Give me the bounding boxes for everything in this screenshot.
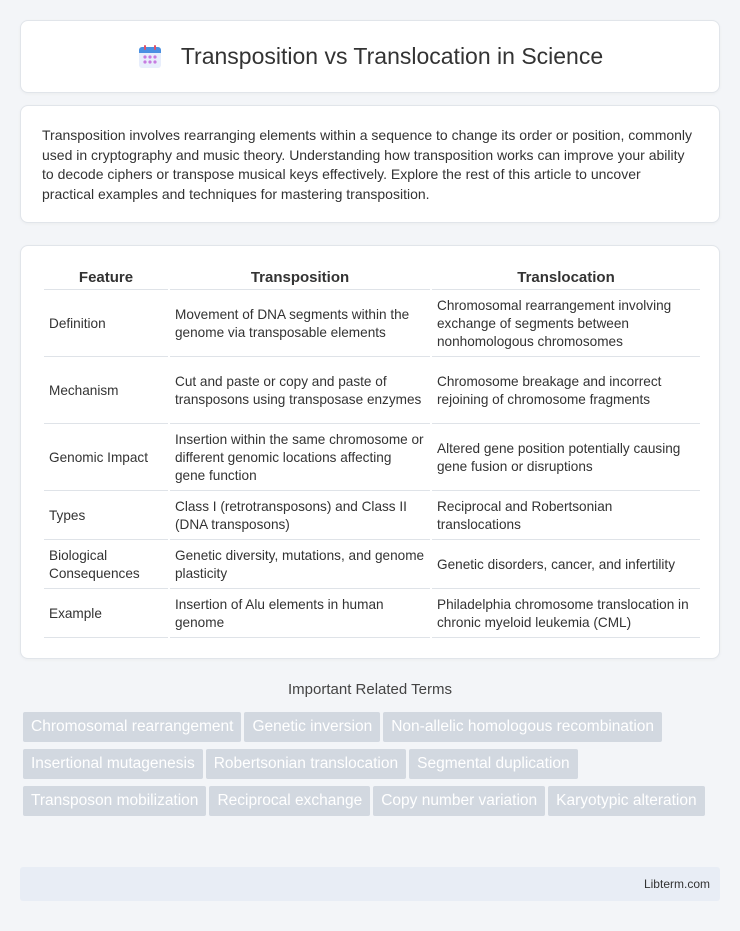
row-transposition: Movement of DNA segments within the genome via transposable elements: [170, 292, 430, 357]
table-row: [44, 591, 700, 638]
row-feature: Definition: [44, 292, 168, 357]
table-row: [44, 542, 700, 589]
row-feature: Example: [44, 591, 168, 638]
header-translocation: Translocation: [432, 268, 700, 290]
intro-card: [20, 105, 720, 223]
table-card: [20, 245, 720, 659]
row-translocation: Chromosome breakage and incorrect rejoining of chromosome fragments: [432, 359, 700, 424]
intro-text: Transposition involves rearranging elements within a sequence to change its order or position, commonly used in cryptography and music theory. Understanding how transposition works can improve your ability to decode ciphers or transpose musical keys effectively. Explore the rest of this article to uncover practical examples and techniques for mastering transposition.: [42, 127, 693, 202]
calendar-grid-icon: [137, 44, 163, 70]
header-card: [20, 20, 720, 93]
term-tag[interactable]: Karyotypic alteration: [548, 786, 704, 816]
term-tag[interactable]: Genetic inversion: [244, 712, 380, 742]
term-tag[interactable]: Robertsonian translocation: [206, 749, 406, 779]
comparison-table: [42, 266, 702, 640]
term-tag[interactable]: Transposon mobilization: [23, 786, 206, 816]
table-row: [44, 493, 700, 540]
header-feature: Feature: [44, 268, 168, 290]
table-row: [44, 359, 700, 424]
footer: [20, 867, 720, 901]
term-tag[interactable]: Reciprocal exchange: [209, 786, 370, 816]
row-translocation: Genetic disorders, cancer, and infertility: [432, 542, 700, 589]
term-tag[interactable]: Non-allelic homologous recombination: [383, 712, 662, 742]
footer-site-link[interactable]: Libterm.com: [643, 877, 710, 891]
row-feature: Genomic Impact: [44, 426, 168, 491]
title-wrap: [137, 43, 603, 70]
header-transposition: Transposition: [170, 268, 430, 290]
row-transposition: Insertion of Alu elements in human genome: [170, 591, 430, 638]
term-tag[interactable]: Segmental duplication: [409, 749, 578, 779]
row-transposition: Cut and paste or copy and paste of transposons using transposase enzymes: [170, 359, 430, 424]
row-transposition: Class I (retrotransposons) and Class II (DNA transposons): [170, 493, 430, 540]
term-tag[interactable]: Copy number variation: [373, 786, 545, 816]
page-title: Transposition vs Translocation in Science: [180, 43, 604, 69]
table-header-row: [44, 268, 700, 290]
term-tag[interactable]: Insertional mutagenesis: [23, 749, 203, 779]
table-row: [44, 292, 700, 357]
row-transposition: Insertion within the same chromosome or different genomic locations affecting gene function: [170, 426, 430, 491]
term-tag[interactable]: Chromosomal rearrangement: [23, 712, 241, 742]
row-feature: Biological Consequences: [44, 542, 168, 589]
row-translocation: Philadelphia chromosome translocation in chronic myeloid leukemia (CML): [432, 591, 700, 638]
row-feature: Types: [44, 493, 168, 540]
related-terms-list: [23, 712, 723, 823]
row-feature: Mechanism: [44, 359, 168, 424]
row-translocation: Chromosomal rearrangement involving exchange of segments between nonhomologous chromosomes: [432, 292, 700, 357]
row-transposition: Genetic diversity, mutations, and genome plasticity: [170, 542, 430, 589]
row-translocation: Reciprocal and Robertsonian translocations: [432, 493, 700, 540]
table-row: [44, 426, 700, 491]
related-terms-title: Important Related Terms: [288, 681, 452, 698]
row-translocation: Altered gene position potentially causing gene fusion or disruptions: [432, 426, 700, 491]
